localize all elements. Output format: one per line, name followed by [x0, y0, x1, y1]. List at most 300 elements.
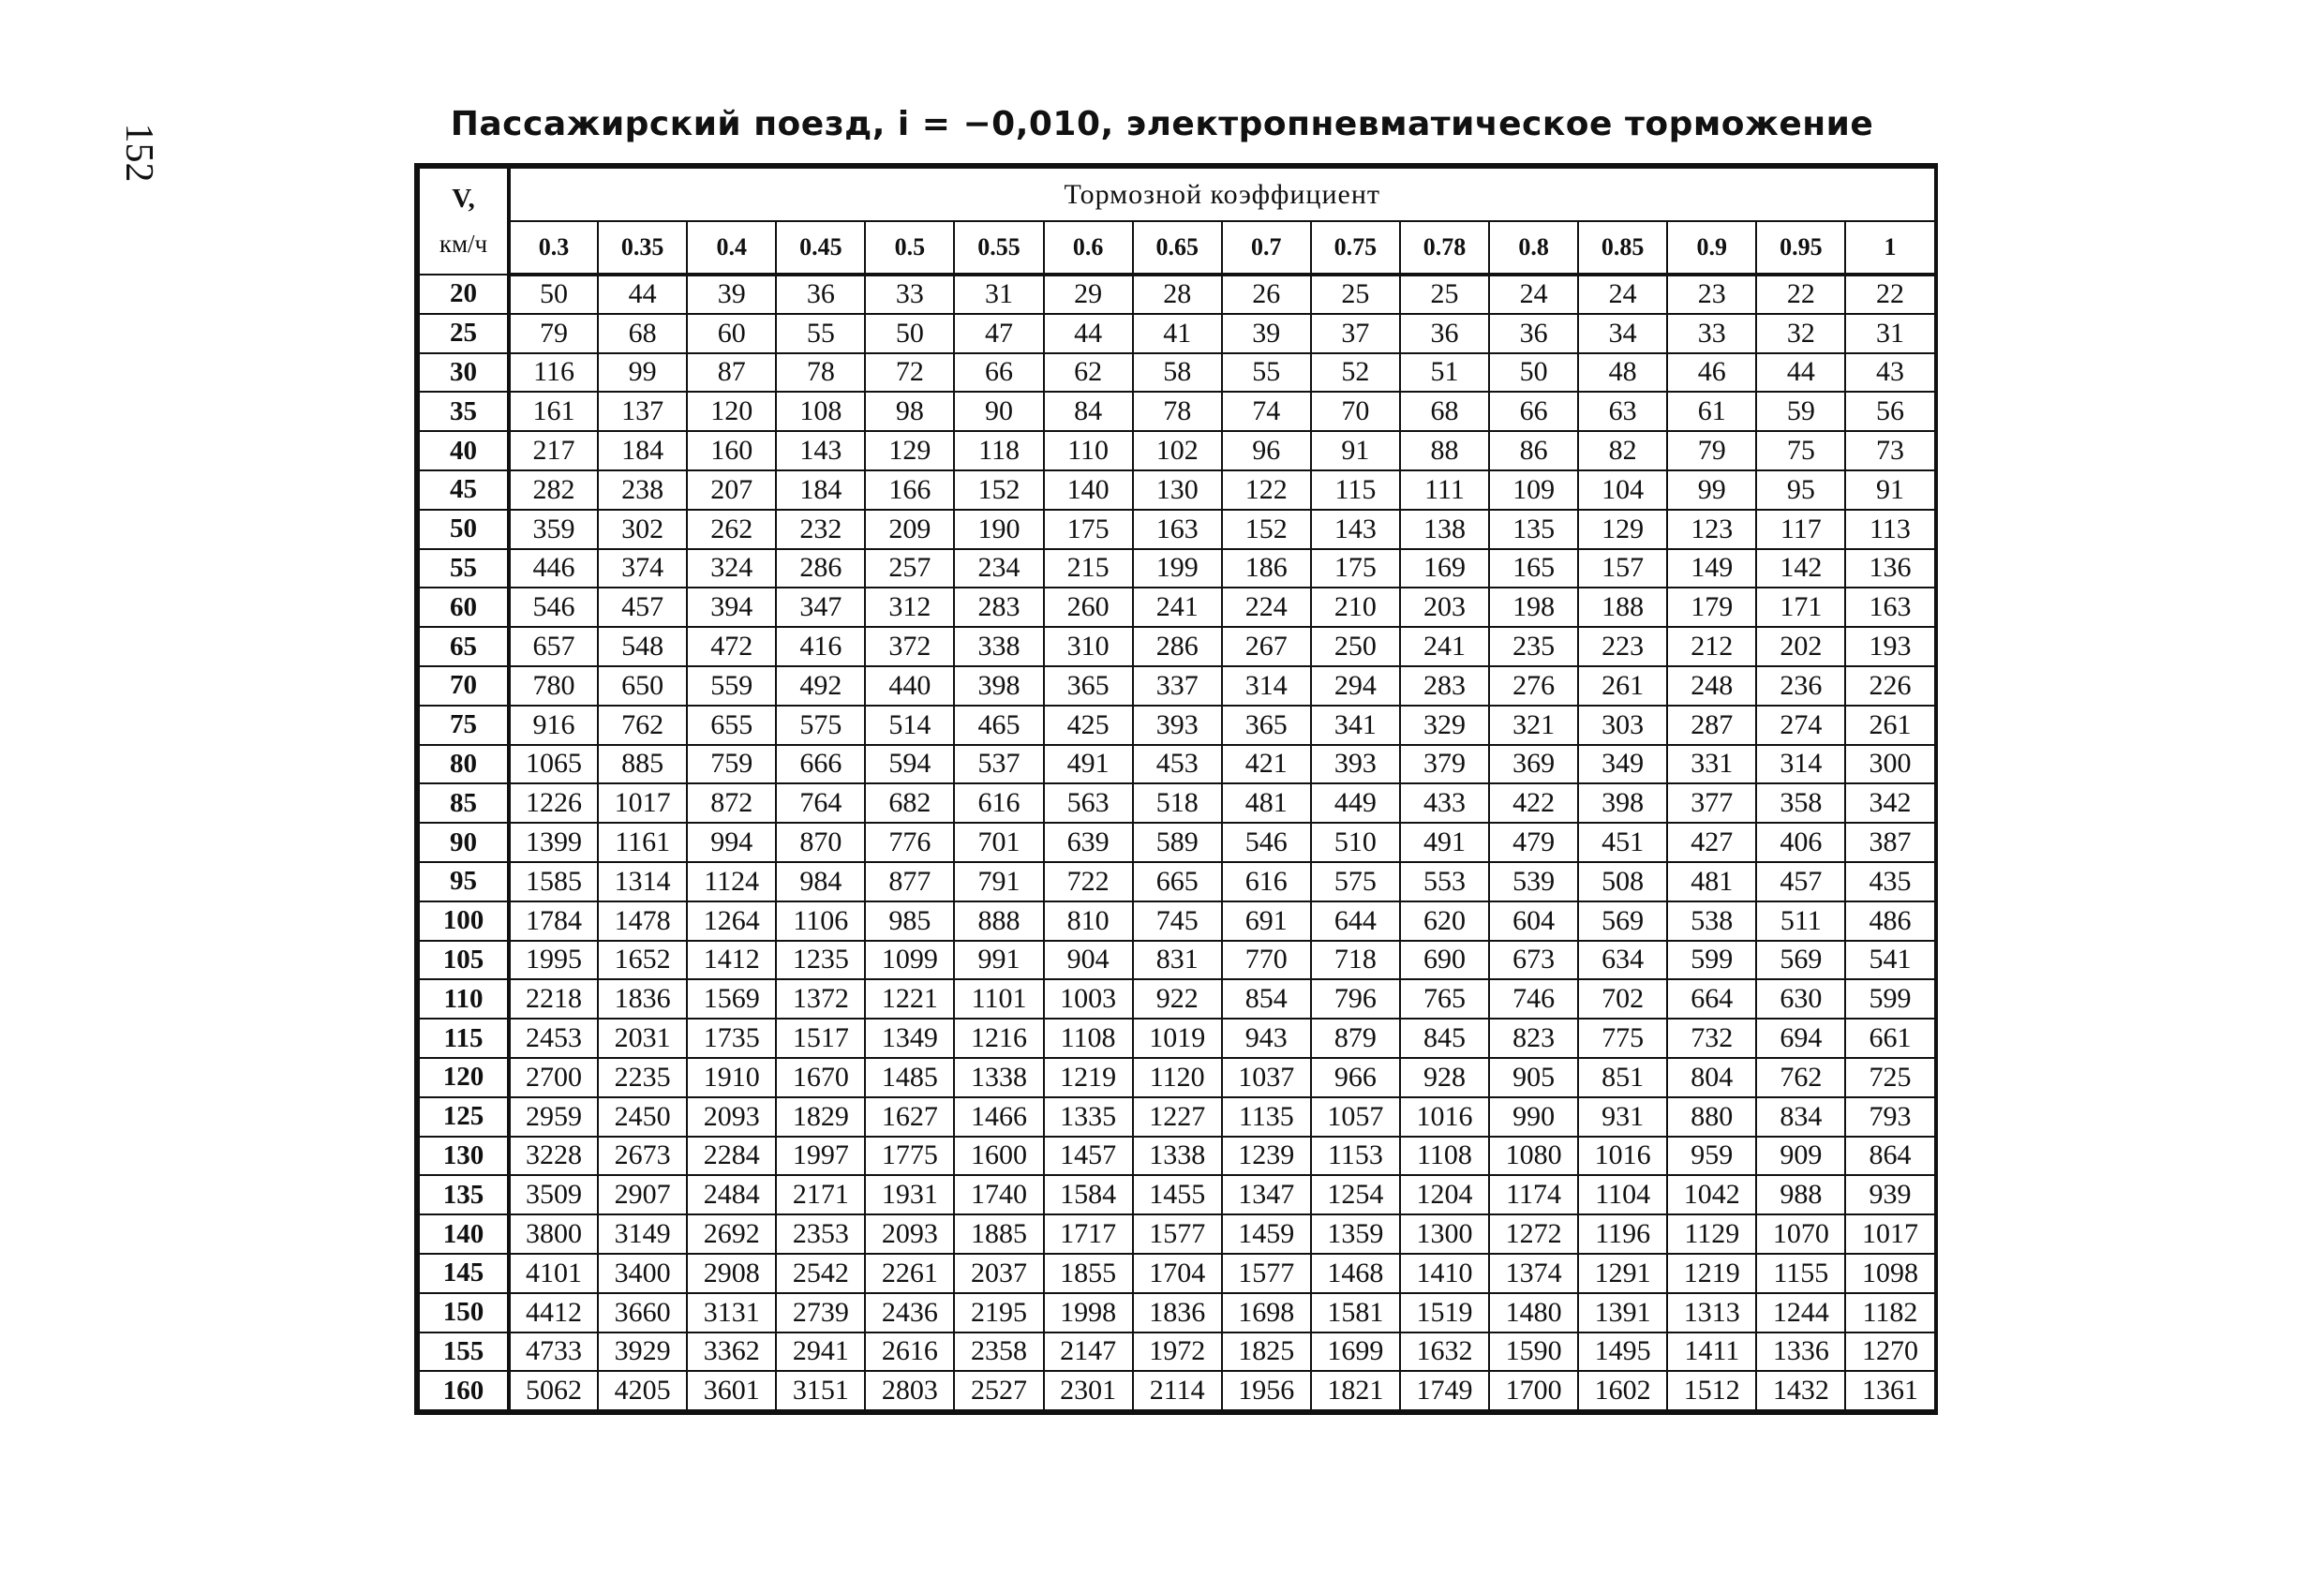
distance-cell: 210: [1311, 588, 1400, 627]
coefficient-column-header: 0.35: [598, 221, 687, 275]
distance-cell: 845: [1400, 1019, 1489, 1058]
distance-cell: 616: [954, 783, 1043, 823]
distance-cell: 1910: [687, 1058, 776, 1097]
distance-cell: 1227: [1133, 1097, 1222, 1137]
distance-cell: 831: [1133, 941, 1222, 980]
distance-cell: 804: [1667, 1058, 1756, 1097]
distance-cell: 1998: [1044, 1293, 1133, 1332]
distance-cell: 79: [1667, 431, 1756, 470]
distance-cell: 1196: [1578, 1214, 1667, 1254]
distance-cell: 44: [1044, 314, 1133, 353]
distance-cell: 904: [1044, 941, 1133, 980]
distance-cell: 604: [1489, 901, 1578, 941]
distance-cell: 5062: [509, 1371, 598, 1410]
distance-cell: 1455: [1133, 1175, 1222, 1214]
distance-cell: 294: [1311, 666, 1400, 706]
distance-cell: 25: [1400, 275, 1489, 314]
distance-cell: 109: [1489, 470, 1578, 510]
distance-cell: 31: [1845, 314, 1934, 353]
distance-cell: 1065: [509, 745, 598, 784]
distance-cell: 775: [1578, 1019, 1667, 1058]
distance-cell: 163: [1133, 510, 1222, 549]
speed-cell: 30: [419, 353, 509, 393]
speed-cell: 35: [419, 392, 509, 431]
distance-cell: 1885: [954, 1214, 1043, 1254]
distance-cell: 1129: [1667, 1214, 1756, 1254]
distance-cell: 190: [954, 510, 1043, 549]
distance-cell: 207: [687, 470, 776, 510]
distance-cell: 988: [1756, 1175, 1845, 1214]
table-row: [419, 1097, 1935, 1137]
distance-cell: 394: [687, 588, 776, 627]
coefficient-column-header: 0.4: [687, 221, 776, 275]
distance-cell: 224: [1222, 588, 1311, 627]
distance-cell: 657: [509, 627, 598, 666]
distance-cell: 725: [1845, 1058, 1934, 1097]
distance-cell: 2542: [776, 1254, 865, 1293]
distance-cell: 722: [1044, 862, 1133, 901]
distance-cell: 664: [1667, 979, 1756, 1019]
distance-cell: 2235: [598, 1058, 687, 1097]
distance-cell: 451: [1578, 823, 1667, 862]
distance-cell: 2436: [865, 1293, 954, 1332]
distance-cell: 682: [865, 783, 954, 823]
distance-cell: 620: [1400, 901, 1489, 941]
coefficient-column-header: 0.7: [1222, 221, 1311, 275]
distance-cell: 342: [1845, 783, 1934, 823]
distance-cell: 422: [1489, 783, 1578, 823]
distance-cell: 223: [1578, 627, 1667, 666]
distance-cell: 55: [776, 314, 865, 353]
distance-cell: 2453: [509, 1019, 598, 1058]
distance-cell: 3509: [509, 1175, 598, 1214]
distance-cell: 1577: [1222, 1254, 1311, 1293]
table-row: [419, 470, 1935, 510]
distance-cell: 44: [598, 275, 687, 314]
distance-cell: 2803: [865, 1371, 954, 1410]
distance-cell: 96: [1222, 431, 1311, 470]
distance-cell: 95: [1756, 470, 1845, 510]
distance-cell: 358: [1756, 783, 1845, 823]
distance-cell: 1749: [1400, 1371, 1489, 1410]
distance-cell: 1216: [954, 1019, 1043, 1058]
distance-cell: 78: [1133, 392, 1222, 431]
distance-cell: 262: [687, 510, 776, 549]
distance-cell: 66: [1489, 392, 1578, 431]
distance-cell: 1042: [1667, 1175, 1756, 1214]
distance-cell: 39: [687, 275, 776, 314]
distance-cell: 810: [1044, 901, 1133, 941]
distance-cell: 4412: [509, 1293, 598, 1332]
distance-cell: 115: [1311, 470, 1400, 510]
distance-cell: 1161: [598, 823, 687, 862]
distance-cell: 98: [865, 392, 954, 431]
distance-cell: 594: [865, 745, 954, 784]
table-row: [419, 1137, 1935, 1176]
distance-cell: 24: [1489, 275, 1578, 314]
distance-cell: 1399: [509, 823, 598, 862]
distance-cell: 599: [1845, 979, 1934, 1019]
speed-cell: 75: [419, 706, 509, 745]
distance-cell: 2284: [687, 1137, 776, 1176]
distance-cell: 2959: [509, 1097, 598, 1137]
distance-cell: 1485: [865, 1058, 954, 1097]
distance-cell: 1335: [1044, 1097, 1133, 1137]
distance-cell: 46: [1667, 353, 1756, 393]
distance-cell: 1235: [776, 941, 865, 980]
distance-cell: 1956: [1222, 1371, 1311, 1410]
distance-cell: 639: [1044, 823, 1133, 862]
distance-cell: 909: [1756, 1137, 1845, 1176]
distance-cell: 1104: [1578, 1175, 1667, 1214]
distance-cell: 1291: [1578, 1254, 1667, 1293]
distance-cell: 546: [509, 588, 598, 627]
distance-cell: 416: [776, 627, 865, 666]
distance-cell: 1108: [1400, 1137, 1489, 1176]
distance-cell: 1219: [1044, 1058, 1133, 1097]
distance-cell: 283: [1400, 666, 1489, 706]
distance-cell: 321: [1489, 706, 1578, 745]
distance-cell: 650: [598, 666, 687, 706]
distance-cell: 33: [1667, 314, 1756, 353]
distance-cell: 1581: [1311, 1293, 1400, 1332]
distance-cell: 1153: [1311, 1137, 1400, 1176]
distance-cell: 718: [1311, 941, 1400, 980]
distance-cell: 1120: [1133, 1058, 1222, 1097]
distance-cell: 2527: [954, 1371, 1043, 1410]
distance-cell: 136: [1845, 549, 1934, 588]
distance-cell: 44: [1756, 353, 1845, 393]
distance-cell: 312: [865, 588, 954, 627]
distance-cell: 1468: [1311, 1254, 1400, 1293]
distance-cell: 120: [687, 392, 776, 431]
distance-cell: 215: [1044, 549, 1133, 588]
speed-cell: 90: [419, 823, 509, 862]
distance-cell: 2700: [509, 1058, 598, 1097]
distance-cell: 630: [1756, 979, 1845, 1019]
distance-cell: 885: [598, 745, 687, 784]
distance-cell: 457: [1756, 862, 1845, 901]
distance-cell: 1314: [598, 862, 687, 901]
coefficient-column-header: 0.3: [509, 221, 598, 275]
distance-cell: 72: [865, 353, 954, 393]
distance-cell: 599: [1667, 941, 1756, 980]
distance-cell: 99: [598, 353, 687, 393]
table-row: [419, 314, 1935, 353]
distance-cell: 117: [1756, 510, 1845, 549]
distance-cell: 864: [1845, 1137, 1934, 1176]
distance-cell: 959: [1667, 1137, 1756, 1176]
distance-cell: 569: [1578, 901, 1667, 941]
distance-cell: 137: [598, 392, 687, 431]
coefficient-column-header: 0.6: [1044, 221, 1133, 275]
distance-cell: 1270: [1845, 1332, 1934, 1372]
distance-cell: 48: [1578, 353, 1667, 393]
distance-cell: 152: [954, 470, 1043, 510]
table-row: [419, 941, 1935, 980]
distance-cell: 29: [1044, 275, 1133, 314]
distance-cell: 1313: [1667, 1293, 1756, 1332]
speed-cell: 140: [419, 1214, 509, 1254]
distance-cell: 287: [1667, 706, 1756, 745]
distance-cell: 1698: [1222, 1293, 1311, 1332]
distance-cell: 186: [1222, 549, 1311, 588]
distance-cell: 61: [1667, 392, 1756, 431]
distance-cell: 1099: [865, 941, 954, 980]
distance-cell: 2941: [776, 1332, 865, 1372]
distance-cell: 314: [1756, 745, 1845, 784]
distance-cell: 481: [1667, 862, 1756, 901]
distance-cell: 282: [509, 470, 598, 510]
distance-cell: 135: [1489, 510, 1578, 549]
distance-cell: 39: [1222, 314, 1311, 353]
distance-cell: 1016: [1400, 1097, 1489, 1137]
coefficient-column-header: 0.75: [1311, 221, 1400, 275]
distance-cell: 3800: [509, 1214, 598, 1254]
distance-cell: 149: [1667, 549, 1756, 588]
distance-cell: 73: [1845, 431, 1934, 470]
distance-cell: 990: [1489, 1097, 1578, 1137]
table-row: [419, 1214, 1935, 1254]
distance-cell: 374: [598, 549, 687, 588]
distance-cell: 75: [1756, 431, 1845, 470]
distance-cell: 966: [1311, 1058, 1400, 1097]
distance-cell: 1338: [1133, 1137, 1222, 1176]
distance-cell: 123: [1667, 510, 1756, 549]
distance-cell: 3151: [776, 1371, 865, 1410]
distance-cell: 41: [1133, 314, 1222, 353]
distance-cell: 1775: [865, 1137, 954, 1176]
distance-cell: 33: [865, 275, 954, 314]
distance-cell: 1182: [1845, 1293, 1934, 1332]
distance-cell: 3149: [598, 1214, 687, 1254]
distance-cell: 36: [776, 275, 865, 314]
braking-table-frame: [414, 163, 1938, 1415]
distance-cell: 1101: [954, 979, 1043, 1019]
distance-cell: 465: [954, 706, 1043, 745]
distance-cell: 52: [1311, 353, 1400, 393]
distance-cell: 1569: [687, 979, 776, 1019]
distance-cell: 4101: [509, 1254, 598, 1293]
table-row: [419, 706, 1935, 745]
coefficient-column-header: 0.95: [1756, 221, 1845, 275]
distance-cell: 2673: [598, 1137, 687, 1176]
distance-cell: 1577: [1133, 1214, 1222, 1254]
distance-cell: 169: [1400, 549, 1489, 588]
distance-cell: 140: [1044, 470, 1133, 510]
distance-cell: 985: [865, 901, 954, 941]
distance-cell: 22: [1845, 275, 1934, 314]
distance-cell: 1466: [954, 1097, 1043, 1137]
table-row: [419, 353, 1935, 393]
distance-cell: 854: [1222, 979, 1311, 1019]
distance-cell: 63: [1578, 392, 1667, 431]
distance-cell: 59: [1756, 392, 1845, 431]
distance-cell: 286: [776, 549, 865, 588]
distance-cell: 250: [1311, 627, 1400, 666]
distance-cell: 108: [776, 392, 865, 431]
distance-cell: 163: [1845, 588, 1934, 627]
distance-cell: 58: [1133, 353, 1222, 393]
distance-cell: 24: [1578, 275, 1667, 314]
distance-cell: 537: [954, 745, 1043, 784]
distance-cell: 928: [1400, 1058, 1489, 1097]
distance-cell: 406: [1756, 823, 1845, 862]
distance-cell: 1264: [687, 901, 776, 941]
distance-cell: 232: [776, 510, 865, 549]
distance-cell: 165: [1489, 549, 1578, 588]
speed-header-symbol: V,: [452, 184, 475, 214]
distance-cell: 1338: [954, 1058, 1043, 1097]
distance-cell: 1391: [1578, 1293, 1667, 1332]
distance-cell: 834: [1756, 1097, 1845, 1137]
distance-cell: 91: [1845, 470, 1934, 510]
distance-cell: 694: [1756, 1019, 1845, 1058]
distance-cell: 690: [1400, 941, 1489, 980]
distance-cell: 188: [1578, 588, 1667, 627]
distance-cell: 1627: [865, 1097, 954, 1137]
distance-cell: 82: [1578, 431, 1667, 470]
distance-cell: 43: [1845, 353, 1934, 393]
distance-cell: 421: [1222, 745, 1311, 784]
distance-cell: 691: [1222, 901, 1311, 941]
distance-cell: 1652: [598, 941, 687, 980]
table-row: [419, 275, 1935, 314]
distance-cell: 770: [1222, 941, 1311, 980]
distance-cell: 62: [1044, 353, 1133, 393]
distance-cell: 2031: [598, 1019, 687, 1058]
distance-cell: 235: [1489, 627, 1578, 666]
speed-cell: 95: [419, 862, 509, 901]
distance-cell: 1478: [598, 901, 687, 941]
distance-cell: 943: [1222, 1019, 1311, 1058]
distance-cell: 2114: [1133, 1371, 1222, 1410]
distance-cell: 50: [509, 275, 598, 314]
distance-cell: 2450: [598, 1097, 687, 1137]
distance-cell: 1825: [1222, 1332, 1311, 1372]
distance-cell: 129: [1578, 510, 1667, 549]
distance-cell: 1432: [1756, 1371, 1845, 1410]
distance-cell: 68: [1400, 392, 1489, 431]
distance-cell: 1037: [1222, 1058, 1311, 1097]
distance-cell: 661: [1845, 1019, 1934, 1058]
distance-cell: 508: [1578, 862, 1667, 901]
braking-distance-table: [418, 167, 1936, 1411]
speed-header-unit: км/ч: [439, 230, 488, 258]
speed-cell: 20: [419, 275, 509, 314]
speed-cell: 150: [419, 1293, 509, 1332]
distance-cell: 84: [1044, 392, 1133, 431]
speed-cell: 100: [419, 901, 509, 941]
table-row: [419, 627, 1935, 666]
speed-cell: 80: [419, 745, 509, 784]
distance-cell: 175: [1311, 549, 1400, 588]
table-row: [419, 901, 1935, 941]
distance-cell: 491: [1400, 823, 1489, 862]
distance-cell: 3228: [509, 1137, 598, 1176]
distance-cell: 36: [1489, 314, 1578, 353]
distance-cell: 238: [598, 470, 687, 510]
distance-cell: 479: [1489, 823, 1578, 862]
distance-cell: 1017: [1845, 1214, 1934, 1254]
distance-cell: 99: [1667, 470, 1756, 510]
distance-cell: 2484: [687, 1175, 776, 1214]
distance-cell: 365: [1044, 666, 1133, 706]
table-row: [419, 1175, 1935, 1214]
distance-cell: 665: [1133, 862, 1222, 901]
speed-cell: 85: [419, 783, 509, 823]
distance-cell: 491: [1044, 745, 1133, 784]
coefficient-column-header: 0.65: [1133, 221, 1222, 275]
distance-cell: 1272: [1489, 1214, 1578, 1254]
distance-cell: 184: [598, 431, 687, 470]
distance-cell: 433: [1400, 783, 1489, 823]
table-row: [419, 1019, 1935, 1058]
distance-cell: 2093: [865, 1214, 954, 1254]
distance-cell: 877: [865, 862, 954, 901]
distance-cell: 1584: [1044, 1175, 1133, 1214]
speed-cell: 40: [419, 431, 509, 470]
distance-cell: 1704: [1133, 1254, 1222, 1293]
distance-cell: 541: [1845, 941, 1934, 980]
distance-cell: 104: [1578, 470, 1667, 510]
distance-cell: 1590: [1489, 1332, 1578, 1372]
distance-cell: 3362: [687, 1332, 776, 1372]
distance-cell: 1204: [1400, 1175, 1489, 1214]
distance-cell: 111: [1400, 470, 1489, 510]
distance-cell: 36: [1400, 314, 1489, 353]
distance-cell: 66: [954, 353, 1043, 393]
distance-cell: 2218: [509, 979, 598, 1019]
distance-cell: 2358: [954, 1332, 1043, 1372]
distance-cell: 161: [509, 392, 598, 431]
distance-cell: 776: [865, 823, 954, 862]
coefficient-column-header: 0.8: [1489, 221, 1578, 275]
distance-cell: 1512: [1667, 1371, 1756, 1410]
distance-cell: 1602: [1578, 1371, 1667, 1410]
distance-cell: 1457: [1044, 1137, 1133, 1176]
distance-cell: 2171: [776, 1175, 865, 1214]
speed-cell: 25: [419, 314, 509, 353]
distance-cell: 559: [687, 666, 776, 706]
distance-cell: 1600: [954, 1137, 1043, 1176]
distance-cell: 90: [954, 392, 1043, 431]
distance-cell: 3400: [598, 1254, 687, 1293]
distance-cell: 365: [1222, 706, 1311, 745]
distance-cell: 329: [1400, 706, 1489, 745]
distance-cell: 486: [1845, 901, 1934, 941]
distance-cell: 199: [1133, 549, 1222, 588]
distance-cell: 762: [598, 706, 687, 745]
distance-cell: 780: [509, 666, 598, 706]
distance-cell: 1459: [1222, 1214, 1311, 1254]
distance-cell: 37: [1311, 314, 1400, 353]
distance-cell: 236: [1756, 666, 1845, 706]
distance-cell: 79: [509, 314, 598, 353]
distance-cell: 175: [1044, 510, 1133, 549]
distance-cell: 166: [865, 470, 954, 510]
table-row: [419, 1371, 1935, 1410]
distance-cell: 575: [776, 706, 865, 745]
distance-cell: 203: [1400, 588, 1489, 627]
coefficient-column-header: 0.55: [954, 221, 1043, 275]
distance-cell: 1080: [1489, 1137, 1578, 1176]
distance-cell: 634: [1578, 941, 1667, 980]
distance-cell: 1700: [1489, 1371, 1578, 1410]
distance-cell: 1480: [1489, 1293, 1578, 1332]
distance-cell: 425: [1044, 706, 1133, 745]
distance-cell: 68: [598, 314, 687, 353]
